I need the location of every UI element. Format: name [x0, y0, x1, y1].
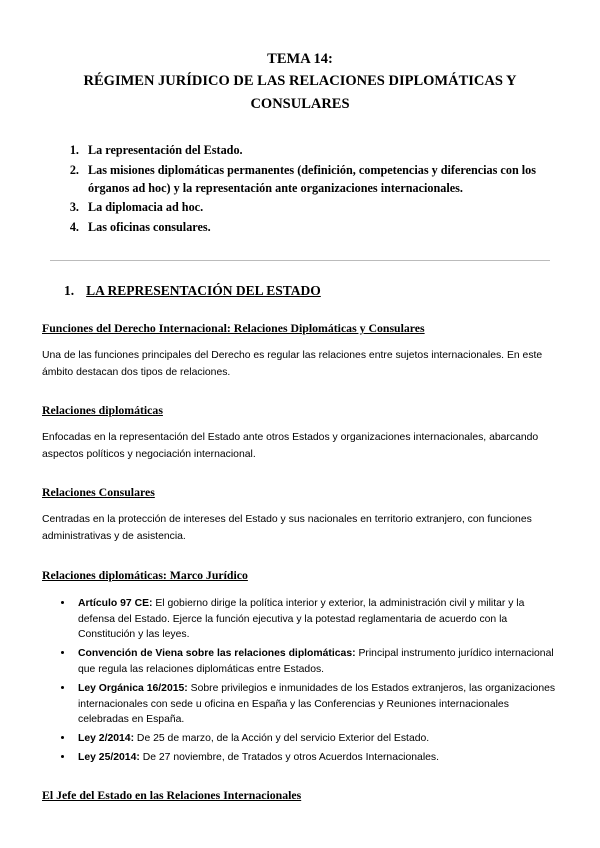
- subheading-legal-framework: Relaciones diplomáticas: Marco Jurídico: [42, 567, 248, 582]
- paragraph-diplomatic-relations: Enfocadas en la representación del Estado ante otros Estados y organizaciones internacionales, abarcando aspectos políticos y negociación internacional.: [42, 432, 539, 460]
- list-item-text: Sobre privilegios e inmunidades de los Estados extranjeros, las organizaciones internacionales con sede u oficina en España y las Conferencias y Reuniones internacionales celebradas en España.: [78, 682, 556, 726]
- list-item-label: Artículo 97 CE:: [78, 597, 153, 609]
- toc-item: 1. La representación del Estado.: [82, 141, 558, 159]
- subheading-head-of-state: El Jefe del Estado en las Relaciones Internacionales: [42, 787, 302, 802]
- toc-item: 2. Las misiones diplomáticas permanentes (definición, competencias y diferencias con los órganos ad hoc) y la representación ante organizaciones internacionales.: [82, 161, 558, 198]
- toc-item: 3. La diplomacia ad hoc.: [82, 198, 558, 216]
- list-item: [74, 645, 558, 678]
- list-item-label: Convención de Viena sobre las relaciones diplomáticas:: [78, 648, 356, 660]
- list-item-label: Ley 2/2014:: [78, 733, 135, 745]
- paragraph-functions: Una de las funciones principales del Derecho es regular las relaciones entre sujetos internacionales. En este ámbito destacan dos tipos de relaciones.: [42, 349, 543, 378]
- list-item: [74, 730, 558, 747]
- list-item: [74, 749, 558, 766]
- paragraph-consular-relations: Centradas en la protección de intereses del Estado y sus nacionales en territorio extranjero, con funciones administrativas y de asistencia.: [42, 514, 532, 543]
- list-item-text: De 25 de marzo, de la Acción y del servicio Exterior del Estado.: [134, 733, 430, 745]
- list-item-text: Principal instrumento jurídico internacional que regula las relaciones diplomáticas entre Estados.: [78, 648, 554, 675]
- subheading-functions: Funciones del Derecho Internacional: Relaciones Diplomáticas y Consulares: [42, 320, 425, 335]
- toc-item: 4. Las oficinas consulares.: [82, 218, 558, 236]
- page-title: [42, 48, 558, 115]
- list-item-text: El gobierno dirige la política interior y exterior, la administración civil y militar y la defensa del Estado. Ejerce la función ejecutiva y la potestad reglamentaria de acuerdo con la Constitución y las leyes.: [78, 597, 525, 641]
- section-number: 1.: [64, 282, 75, 298]
- list-item: [74, 595, 558, 643]
- table-of-contents: [42, 141, 558, 235]
- list-item-label: Ley Orgánica 16/2015:: [78, 682, 188, 694]
- list-item: [74, 680, 558, 728]
- list-item-label: Ley 25/2014:: [78, 752, 140, 764]
- section-heading: [42, 283, 558, 299]
- title-line-2: RÉGIMEN JURÍDICO DE LAS RELACIONES DIPLOMÁTICAS Y: [83, 73, 517, 90]
- subheading-consular-relations: Relaciones Consulares: [42, 485, 155, 500]
- legal-framework-list: [42, 595, 558, 766]
- title-line-3: CONSULARES: [250, 95, 350, 112]
- subheading-diplomatic-relations: Relaciones diplomáticas: [42, 403, 163, 418]
- section-title: LA REPRESENTACIÓN DEL ESTADO: [86, 282, 321, 298]
- title-line-1: TEMA 14:: [267, 51, 333, 67]
- section-divider: [50, 260, 550, 261]
- list-item-text: De 27 noviembre, de Tratados y otros Acuerdos Internacionales.: [139, 752, 439, 764]
